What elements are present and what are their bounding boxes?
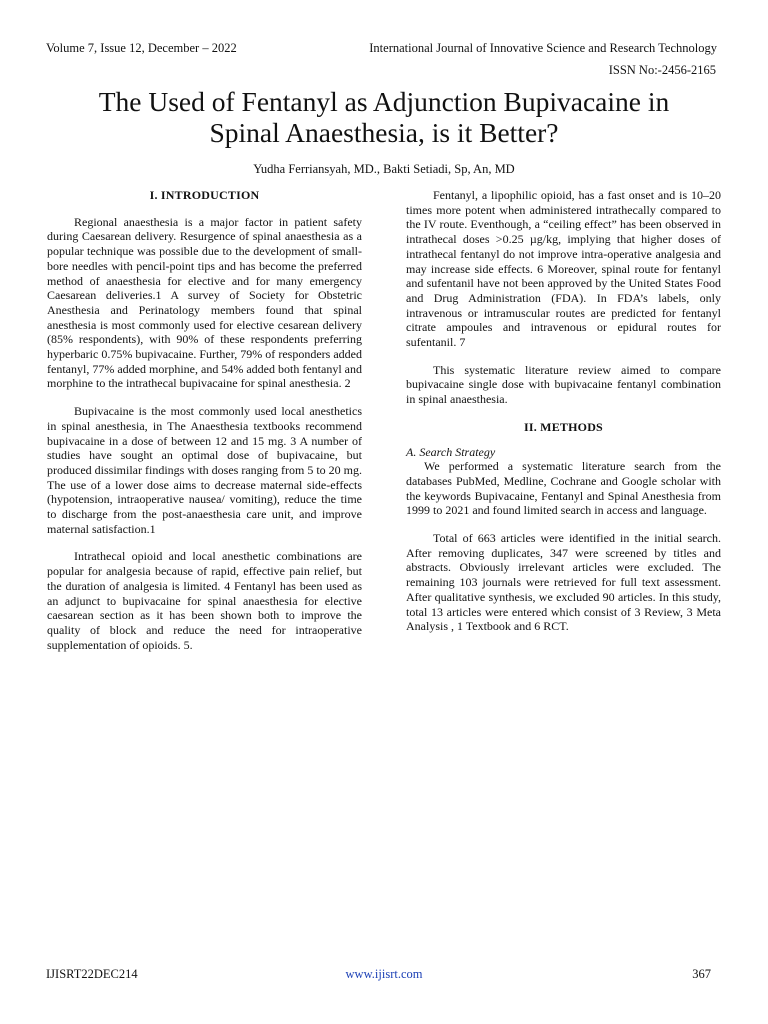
section-heading-introduction: I. INTRODUCTION xyxy=(149,188,260,202)
authors: Yudha Ferriansyah, MD., Bakti Setiadi, Sp, An, MD xyxy=(253,162,515,176)
title-line-2: Spinal Anaesthesia, is it Better? xyxy=(209,117,559,148)
journal-name: International Journal of Innovative Science and Research Technology xyxy=(369,41,717,55)
volume-info: Volume 7, Issue 12, December – 2022 xyxy=(46,41,237,55)
title-line-1: The Used of Fentanyl as Adjunction Bupivacaine in xyxy=(98,86,670,117)
article-code: IJISRT22DEC214 xyxy=(46,967,138,981)
paragraph: Total of 663 articles were identified in the initial search. After removing duplicates, 347 were screened by titles and abstracts. Obviously irrelevant articles were excluded. The remaining 103 journals were retrieved for full text assessment. After qualitative synthesis, we excluded 90 articles. In this study, total 13 articles were entered which consist of 3 Review, 3 Meta Analysis , 1 Textbook and 6 RCT. xyxy=(406,531,721,634)
journal-url-link[interactable]: www.ijisrt.com xyxy=(345,967,423,981)
paragraph: Regional anaesthesia is a major factor in patient safety during Caesarean delivery. Resurgence of spinal anaesthesia as a popular technique was possible due to the development of small-bore needles with pencil-point tips and has become the preferred method of anaesthesia for elective and for many emergency Caesarean deliveries.1 A survey of Society for Obstetric Anesthesia and Perinatology members found that spinal anesthesia is most commonly used for elective cesarean delivery (85% respondents), with 90% of these respondents preferring hyperbaric 0.75% bupivacaine. Further, 79% of responders added fentanyl, 77% added morphine, and 54% added both fentanyl and morphine to the intrathecal bupivacaine for spinal anesthesia. 2 xyxy=(47,214,362,391)
subsection-heading-search-strategy: A. Search Strategy xyxy=(406,444,496,459)
paragraph: We performed a systematic literature search from the databases PubMed, Medline, Cochrane and Google scholar with the keywords Bupivacaine, Fentanyl and Spinal Anesthesia from 1999 to 2021 and found limited search in access and language. xyxy=(406,459,721,518)
page-number: 367 xyxy=(692,967,711,981)
right-column xyxy=(406,188,721,647)
paragraph: Fentanyl, a lipophilic opioid, has a fast onset and is 10–20 times more potent when administered intrathecally compared to the IV route. Eventhough, a “ceiling effect” has been observed in intrathecal doses >0.25 µg/kg, implying that higher doses of intrathecal fentanyl do not improve intra-operative analgesia and may increase side effects. 6 Moreover, spinal route for fentanyl and sufentanil have not been approved by the United States Food and Drug Administration (FDA). In FDA’s labels, only intravenous or intramuscular routes are predicted for fentanyl citrate ampoules and intravenous or epidural routes for sufentanil. 7 xyxy=(406,188,721,350)
paragraph: Intrathecal opioid and local anesthetic combinations are popular for analgesia because of rapid, effective pain relief, but the duration of analgesia is limited. 4 Fentanyl has been used as an adjunct to bupivacaine for spinal anaesthesia for elective caesarean section as it has been shown both to improve the quality of block and reduce the need for intraoperative supplementation of opioids. 5. xyxy=(47,549,362,652)
paragraph: This systematic literature review aimed to compare bupivacaine single dose with bupivacaine fentanyl combination in spinal anaesthesia. xyxy=(406,362,721,407)
section-heading-methods: II. METHODS xyxy=(524,419,603,434)
left-column xyxy=(47,188,362,665)
paragraph: Bupivacaine is the most commonly used local anesthetics in spinal anesthesia, in The Anaesthesia textbooks recommend bupivacaine in a dose of between 12 and 15 mg. 3 A number of studies have sought an optimal dose of bupivacaine, but produced dissimilar findings with doses ranging from 5 to 20 mg. The use of a lower dose aims to decrease maternal side-effects (hypotension, intraoperative nausea/ vomiting), reduce the time to discharge from the post-anaesthesia care unit, and improve maternal satisfaction.1 xyxy=(47,404,362,536)
paper-title xyxy=(30,86,738,148)
issn: ISSN No:-2456-2165 xyxy=(608,63,716,77)
